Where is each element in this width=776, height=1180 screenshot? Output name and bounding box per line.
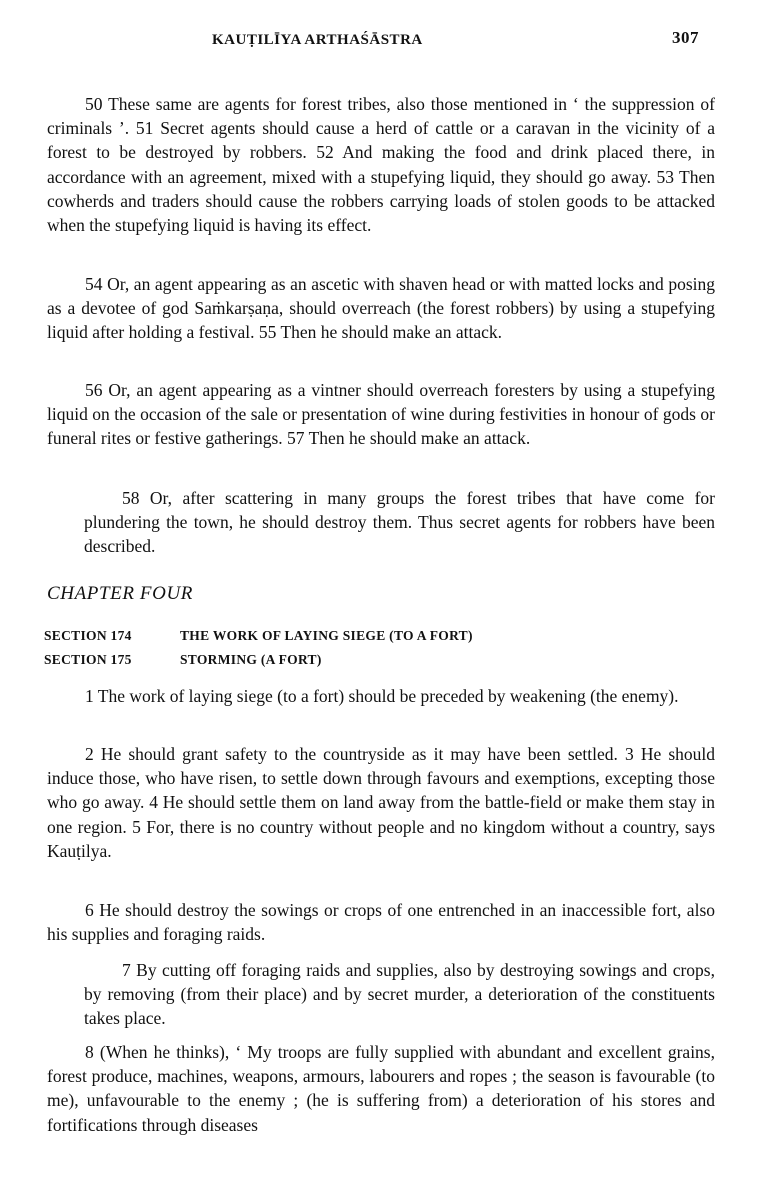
section-175-title: STORMING (A FORT): [180, 652, 322, 667]
paragraph-58: 58 Or, after scattering in many groups the forest tribes that have come for plundering the town, he should destroy them. Thus secret agents for robbers have been described.: [84, 488, 715, 557]
section-175-number: SECTION 175: [44, 652, 132, 667]
chapter-heading: CHAPTER FOUR: [47, 583, 193, 604]
paragraph-2-5: 2 He should grant safety to the countryside as it may have been settled. 3 He should induce those, who have risen, to settle down through favours and exemptions, excepting those who go away. 4 He should settle them on land away from the battle-field or make them stay in one region. 5 For, there is no country without people and no kingdom without a country, says Kauṭilya.: [47, 744, 715, 861]
page-header: [0, 28, 776, 54]
paragraph-7: 7 By cutting off foraging raids and supplies, also by destroying sowings and crops, by removing (from their place) and by secret murder, a deterioration of the constituents takes place.: [84, 960, 715, 1029]
paragraph-8: 8 (When he thinks), ‘ My troops are fully supplied with abundant and excellent grains, forest produce, machines, weapons, armours, labourers and ropes ; the season is favourable (to me), unfavourable to the enemy ; (he is suffering from) a deterioration of his stores and fortifications through diseases: [47, 1042, 715, 1135]
paragraph-1: 1 The work of laying siege (to a fort) should be preceded by weakening (the enemy).: [85, 686, 679, 706]
section-175-heading: [44, 652, 322, 668]
paragraph-56-57: 56 Or, an agent appearing as a vintner should overreach foresters by using a stupefying liquid on the occasion of the sale or presentation of wine during festivities in honour of gods or funeral rites or festive gatherings. 57 Then he should make an attack.: [47, 380, 715, 449]
paragraph-6: 6 He should destroy the sowings or crops of one entrenched in an inaccessible fort, also his supplies and foraging raids.: [47, 900, 715, 945]
section-174-number: SECTION 174: [44, 628, 132, 643]
page-number: 307: [672, 28, 699, 47]
section-174-title: THE WORK OF LAYING SIEGE (TO A FORT): [180, 628, 473, 643]
paragraph-50-53: 50 These same are agents for forest tribes, also those mentioned in ‘ the suppression of criminals ’. 51 Secret agents should cause a herd of cattle or a caravan in the vicinity of a forest to be destroyed by robbers. 52 And making the food and drink placed there, in accordance with an agreement, mixed with a stupefying liquid, they should go away. 53 Then cowherds and traders should cause the robbers carrying loads of stolen goods to be attacked when the stupefying liquid is having its effect.: [47, 94, 715, 236]
paragraph-54-55: 54 Or, an agent appearing as an ascetic with shaven head or with matted locks and posing as a devotee of god Saṁkarṣaṇa, should overreach (the forest robbers) by using a stupefying liquid after holding a festival. 55 Then he should make an attack.: [47, 274, 715, 343]
section-174-heading: [44, 628, 473, 644]
running-title: KAUṬILĪYA ARTHAŚĀSTRA: [212, 32, 423, 48]
